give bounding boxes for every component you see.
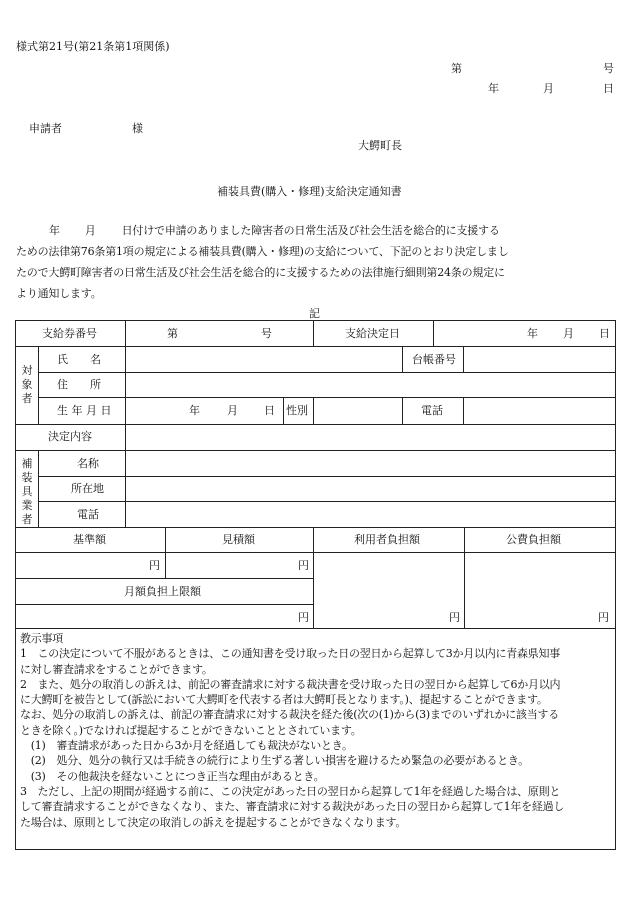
issue-date-year: 年	[488, 82, 499, 95]
notice-line-9: (3) その他裁決を経ないことにつき正当な理由があるとき。	[20, 769, 325, 783]
body-line-3: たので大鰐町障害者の日常生活及び社会生活を総合的に支援するための法律施行細則第24条の規定に	[16, 266, 505, 279]
document-title: 補装具費(購入・修理)支給決定通知書	[217, 185, 402, 198]
body-paragraph	[16, 220, 616, 304]
phone-label: 電話	[421, 404, 443, 417]
notice-line-6: ときを除く。)でなければ提起することができないこととされています。	[20, 723, 362, 737]
address-label: 住 所	[57, 378, 101, 391]
body-line-4: より通知します。	[16, 287, 102, 300]
voucher-number-prefix: 第	[167, 327, 178, 340]
monthly-limit-yen: 円	[298, 611, 309, 624]
applicant-label: 申請者	[29, 122, 62, 135]
voucher-number-suffix: 号	[261, 327, 272, 340]
decision-form-table	[15, 320, 616, 628]
notice-line-10: 3 ただし、上記の期間が経過する前に、この決定があった日の翌日から起算して1年を経過した場合は、原則と	[20, 784, 561, 798]
decision-date-day: 日	[599, 327, 610, 340]
estimate-yen: 円	[298, 559, 309, 572]
sex-label: 性別	[286, 404, 308, 417]
vendor-location-label: 所在地	[71, 482, 104, 495]
birthdate-month: 月	[227, 404, 238, 417]
standard-amount-yen: 円	[149, 559, 160, 572]
voucher-number-label: 支給券番号	[42, 327, 97, 340]
body-year: 年	[49, 224, 60, 237]
birthdate-year: 年	[189, 404, 200, 417]
birthdate-label: 生 年 月 日	[57, 404, 112, 417]
user-burden-label: 利用者負担額	[354, 533, 420, 546]
notice-section	[15, 628, 616, 850]
notice-line-3: 2 また、処分の取消しの訴えは、前記の審査請求に対する裁決書を受け取った日の翌日から起算して6か月以内	[20, 677, 561, 691]
subject-vertical-label: 対象者	[21, 364, 33, 405]
notice-line-5: なお、処分の取消しの訴えは、前記の審査請求に対する裁決を経た後(次の(1)から(3)までのいずれかに該当する	[20, 708, 559, 722]
register-number-label: 台帳番号	[412, 353, 456, 366]
issuer-name: 大鰐町長	[358, 139, 402, 152]
document-number-suffix: 号	[603, 62, 614, 75]
public-burden-yen: 円	[598, 611, 609, 624]
body-line-1	[16, 220, 616, 241]
body-line-2: ための法律第76条第1項の規定による補装具費(購入・修理)の支給について、下記のとおり決定しまし	[16, 245, 509, 258]
issue-date-day: 日	[603, 82, 614, 95]
notice-line-1: 1 この決定について不服があるときは、この通知書を受け取った日の翌日から起算して3か月以内に青森県知事	[20, 647, 561, 661]
standard-amount-label: 基準額	[73, 533, 106, 546]
decision-date-label: 支給決定日	[345, 327, 400, 340]
body-line-1-text: 日付けで申請のありました障害者の日常生活及び社会生活を総合的に支援する	[121, 224, 500, 237]
name-label: 氏 名	[57, 353, 101, 366]
notice-line-4: に大鰐町を被告として(訴訟において大鰐町を代表する者は大鰐町長となります。)、提起することができます。	[20, 693, 548, 707]
notice-title: 教示事項	[20, 632, 63, 645]
vendor-phone-label: 電話	[77, 508, 99, 521]
form-number: 様式第21号(第21条第1項関係)	[16, 40, 170, 53]
notice-line-11: して審査請求することができなくなり、また、審査請求に対する裁決があった日の翌日から起算して1年を経過し	[20, 800, 565, 814]
issue-date-month: 月	[543, 82, 554, 95]
body-month: 月	[84, 224, 96, 237]
birthdate-day: 日	[264, 404, 275, 417]
user-burden-yen: 円	[449, 611, 460, 624]
estimate-label: 見積額	[222, 533, 255, 546]
notice-line-8: (2) 処分、処分の執行又は手続きの続行により生ずる著しい損害を避けるため緊急の必要があるとき。	[20, 754, 529, 768]
applicant-honorific: 様	[132, 122, 143, 135]
decision-content-label: 決定内容	[48, 430, 92, 443]
public-burden-label: 公費負担額	[506, 533, 561, 546]
notice-line-12: た場合は、原則として決定の取消しの訴えを提起することができなくなります。	[20, 815, 407, 829]
notice-line-2: に対し審査請求をすることができます。	[20, 662, 213, 676]
document-number-prefix: 第	[451, 62, 462, 75]
decision-date-month: 月	[563, 327, 574, 340]
vendor-vertical-label: 補装具業者	[21, 457, 33, 526]
vendor-name-label: 名称	[77, 457, 99, 470]
decision-date-year: 年	[527, 327, 538, 340]
ki-heading: 記	[309, 307, 320, 320]
notice-line-7: (1) 審査請求があった日から3か月を経過しても裁決がないとき。	[20, 739, 353, 753]
monthly-limit-label: 月額負担上限額	[124, 585, 201, 598]
